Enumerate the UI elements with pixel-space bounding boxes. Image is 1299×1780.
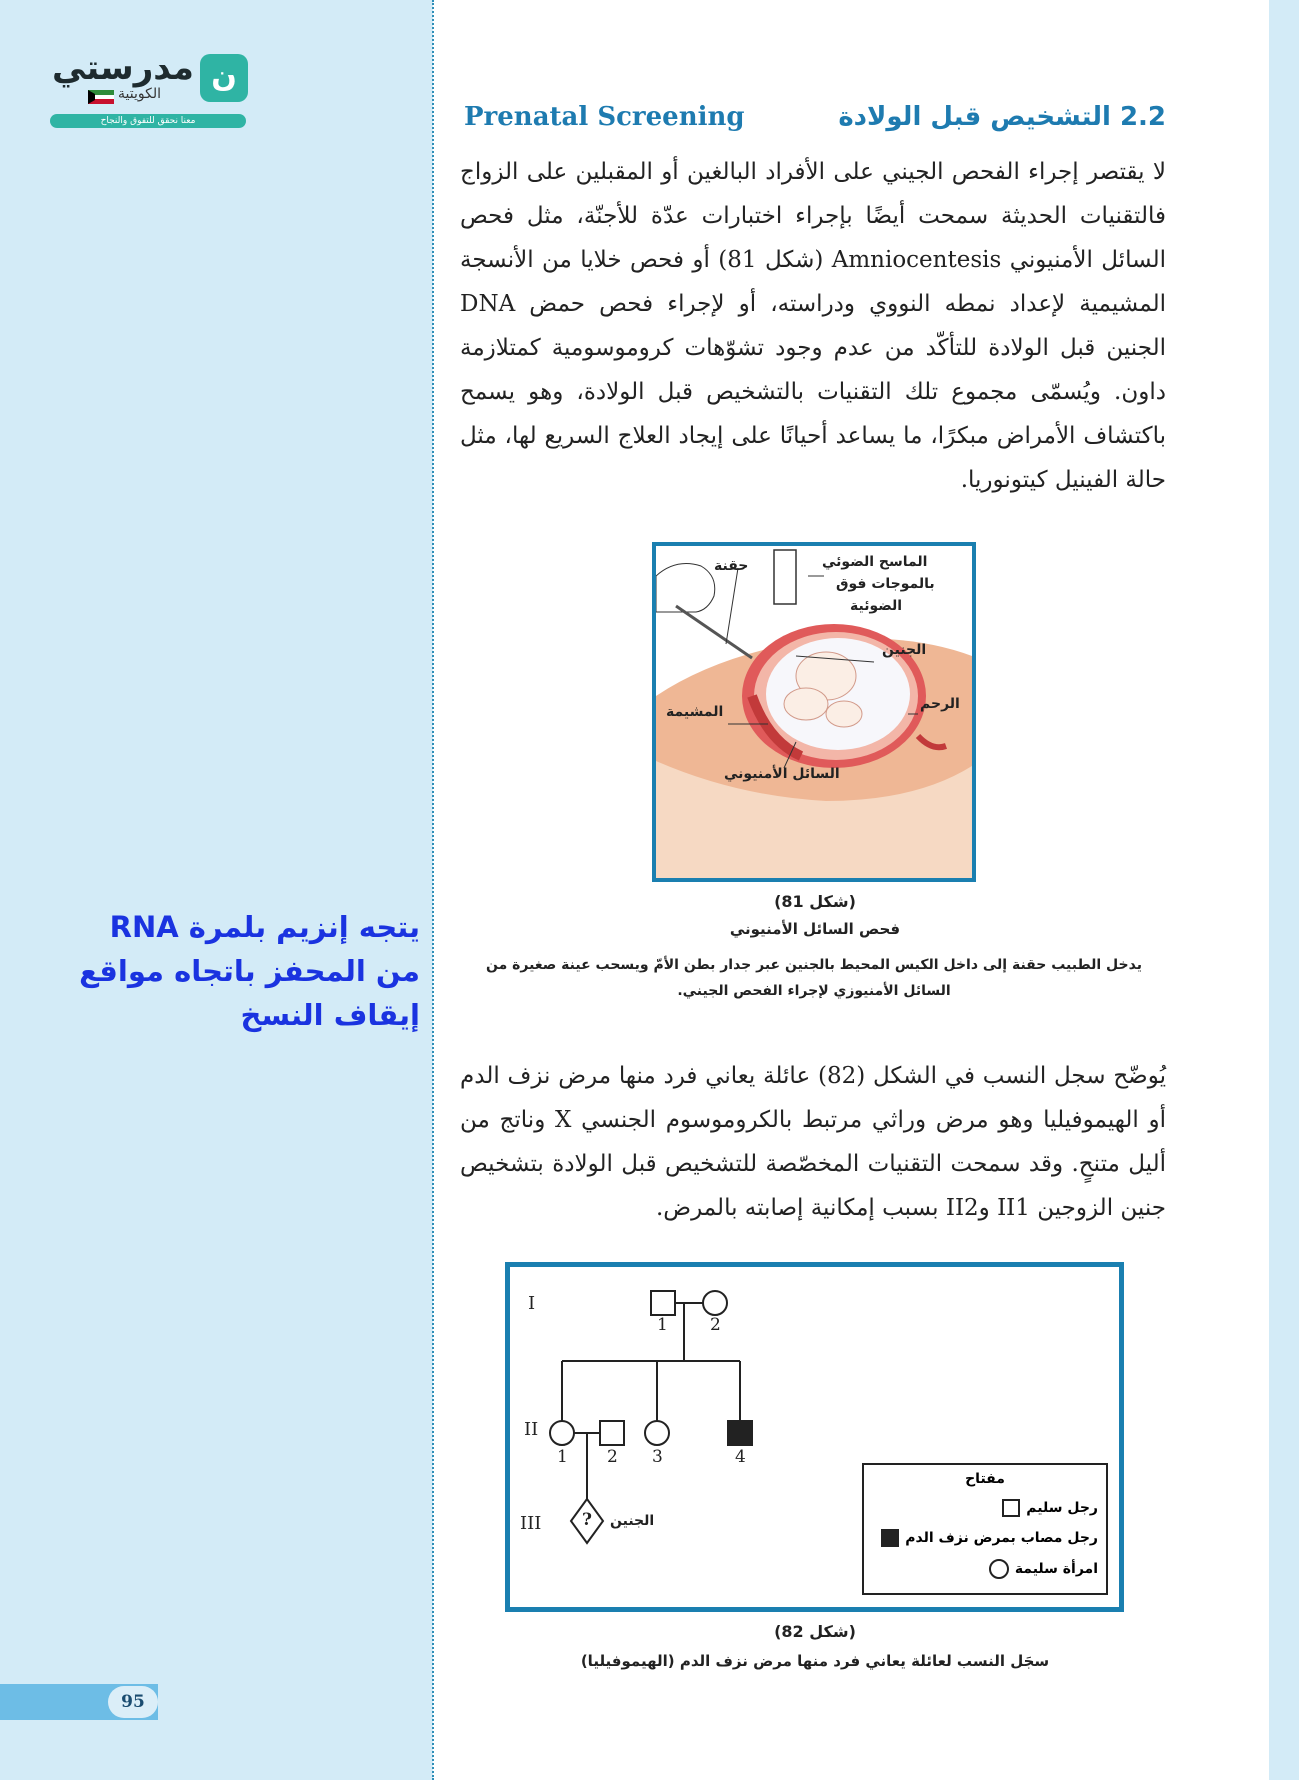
pedigree-paragraph: يُوضّح سجل النسب في الشكل (82) عائلة يعاني فرد منها مرض نزف الدم أو الهيموفيليا وهو مرض وراثي مرتبط بالكروموسوم الجنسي X وناتج من أليل متنحٍ. وقد سمحت التقنيات المخصّصة للتشخيص قبل الولادة بتشخيص جنين الزوجين II1 وII2 بسبب إمكانية إصابته بالمرض. (460, 1063, 1167, 1221)
key-healthy-man (1002, 1499, 1098, 1517)
figure82-number: (شكل 82) (774, 1622, 856, 1641)
section-number: 2.2 (1119, 102, 1166, 132)
needle-label: حقنة (714, 558, 749, 574)
key-affected-man (881, 1529, 1098, 1547)
section-title-english: Prenatal Screening (464, 102, 745, 132)
amniotic-fluid-label: السائل الأمنيوني (724, 766, 840, 782)
gen2-number-3: 3 (652, 1447, 663, 1467)
section-title-text: التشخيص قبل الولادة (838, 102, 1111, 132)
key-healthy-man-text: رجل سليم (1026, 1500, 1098, 1516)
pedigree-figure (505, 1262, 1124, 1612)
generation-II-label: II (524, 1419, 539, 1440)
key-healthy-woman-text: امرأة سليمة (1014, 1561, 1098, 1577)
left-margin-panel (0, 0, 433, 1780)
key-affected-man-text: رجل مصاب بمرض نزف الدم (905, 1530, 1098, 1546)
figure81-title: فحص السائل الأمنيوني (729, 920, 901, 938)
scanner-label-line1: الماسح الضوئي (822, 554, 928, 570)
logo-tagline: معنا نحقق للتفوق والنجاح (50, 114, 246, 128)
figure82-caption: سجَل النسب لعائلة يعاني فرد منها مرض نزف الدم (الهيموفيليا) (580, 1652, 1050, 1670)
gen2-number-2: 2 (607, 1447, 618, 1467)
handwritten-side-note: يتجه إنزيم بلمرة RNA من المحفز باتجاه مواقع إيقاف النسخ (79, 910, 420, 1032)
intro-paragraph: لا يقتصر إجراء الفحص الجيني على الأفراد البالغين أو المقبلين على الزواج فالتقنيات الحديثة سمحت أيضًا بإجراء اختبارات عدّة للأجنّة، مثل فحص السائل الأمنيوني Amniocentesis (شكل 81) أو فحص خلايا من الأنسجة المشيمية لإعداد نمطه النووي ودراسته، أو لإجراء فحص حمض DNA الجنين قبل الولادة للتأكّد من عدم وجود تشوّهات كروموسومية كمتلازمة داون. ويُسمّى مجموع تلك التقنيات بالتشخيص قبل الولادة، وهو يسمح باكتشاف الأمراض مبكرًا، ما يساعد أحيانًا على إيجاد العلاج السريع لها، مثل حالة الفينيل كيتونوريا. (460, 159, 1167, 493)
healthy-woman-circle-icon (989, 1559, 1009, 1579)
site-logo[interactable] (48, 48, 248, 132)
fetus-question-mark: ? (582, 1510, 592, 1530)
amniocentesis-figure (652, 542, 976, 882)
logo-name: مدرستي (52, 48, 194, 88)
scanner-label-line2: بالموجات فوق (836, 576, 935, 592)
uterus-label: الرحم (920, 696, 960, 712)
scanner-label-line3: الضوئية (850, 598, 903, 614)
figure81-number: (شكل 81) (774, 892, 856, 911)
logo-badge-icon: ن (200, 54, 248, 102)
generation-III-label: III (520, 1513, 542, 1534)
affected-man-square-icon (881, 1529, 899, 1547)
figure81-caption: يدخل الطبيب حقنة إلى داخل الكيس المحيط بالجنين عبر جدار بطن الأمّ ويسحب عينة صغيرة من السائل الأمنيوزي لإجراء الفحص الجيني. (486, 957, 1142, 999)
healthy-man-square-icon (1002, 1499, 1020, 1517)
gen1-number-1: 1 (657, 1315, 668, 1335)
pedigree-key (862, 1463, 1108, 1595)
gen1-number-2: 2 (710, 1315, 721, 1335)
page-number: 95 (108, 1686, 158, 1718)
placenta-label: المشيمة (666, 704, 724, 720)
key-title: مفتاح (965, 1471, 1005, 1487)
right-margin-strip (1269, 0, 1299, 1780)
gen2-number-1: 1 (557, 1447, 568, 1467)
section-title-arabic (830, 102, 1166, 132)
margin-divider (432, 0, 434, 1780)
key-healthy-woman (989, 1559, 1098, 1579)
logo-subtitle: الكويتية (118, 86, 161, 102)
fetus-pedigree-label: الجنين (610, 1513, 655, 1529)
kuwait-flag-icon (88, 90, 114, 104)
generation-I-label: I (528, 1293, 536, 1314)
fetus-label: الجنين (882, 642, 927, 658)
gen2-number-4: 4 (735, 1447, 746, 1467)
